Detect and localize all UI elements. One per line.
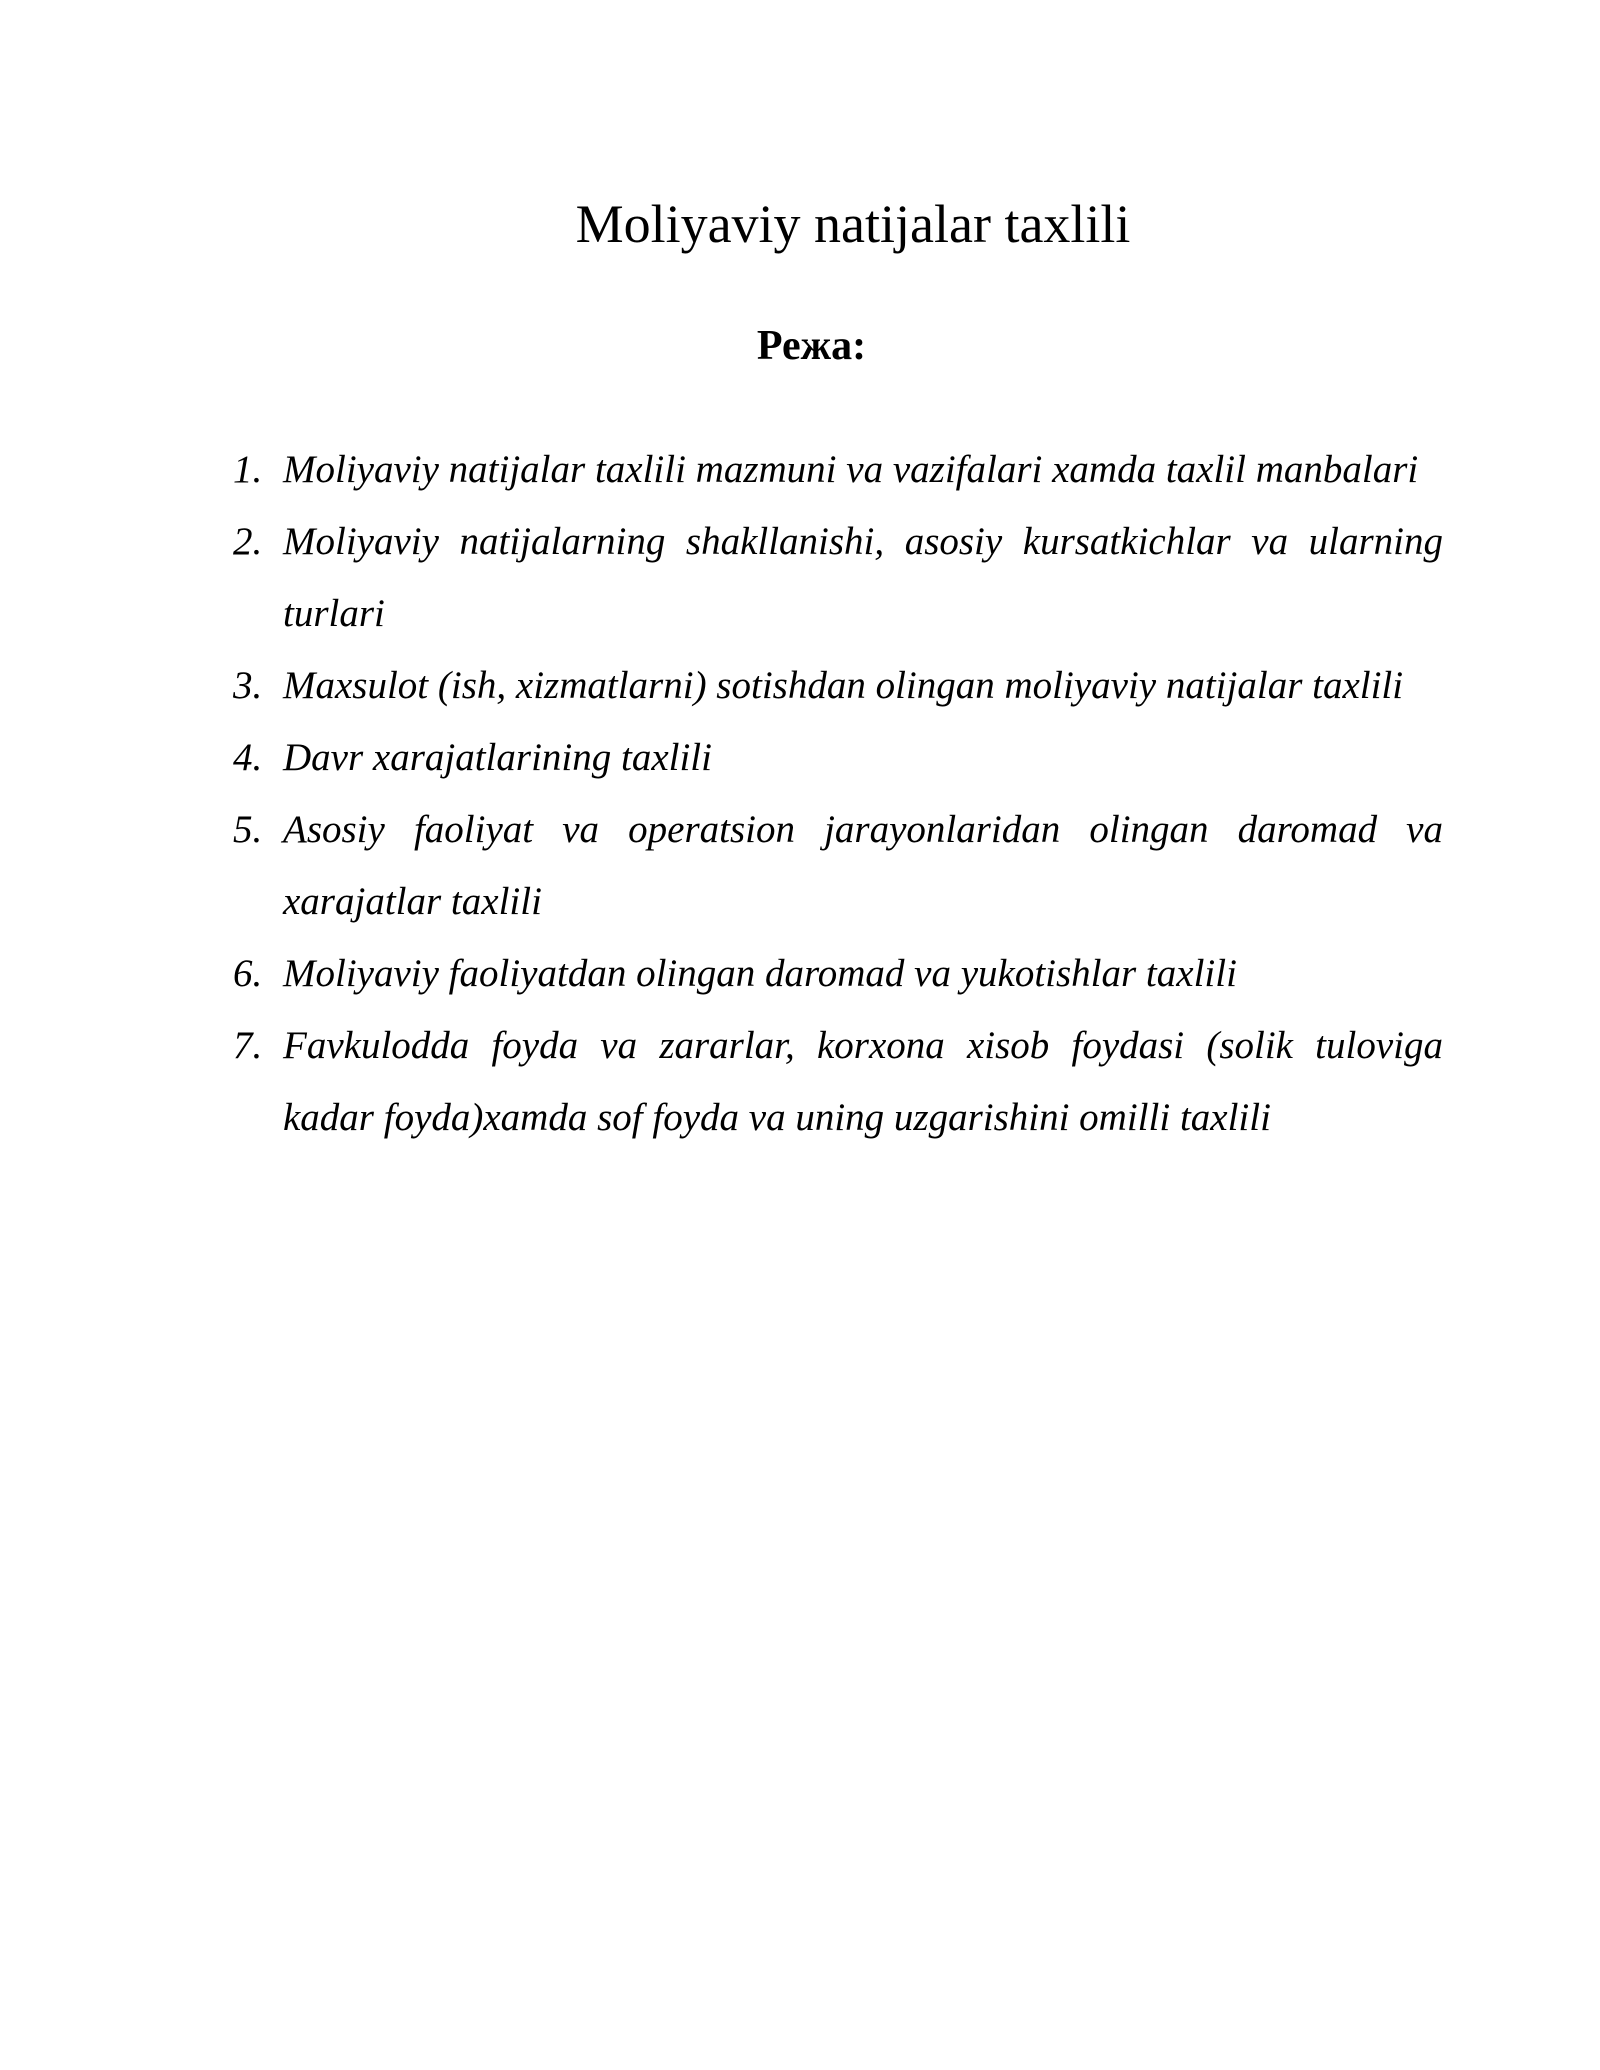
plan-item-5 [233,794,1443,938]
plan-item-number: 6. [233,952,263,995]
plan-item-4 [233,722,1443,794]
plan-item-text: Davr xarajatlarining taxlili [283,736,712,779]
plan-item-text: Moliyaviy natijalar taxlili mazmuni va vazifalari xamda taxlil manbalari [283,448,1419,491]
plan-item-number: 7. [233,1024,263,1067]
plan-item-text: Favkulodda foyda va zararlar, korxona xisob foydasi (solik tuloviga kadar foyda)xamda sof foyda va uning uzgarishini omilli taxlili [283,1024,1443,1139]
plan-item-number: 1. [233,448,263,491]
plan-item-text: Asosiy faoliyat va operatsion jarayonlaridan olingan daromad va xarajatlar taxlili [283,808,1443,923]
plan-list [233,434,1443,1154]
plan-item-number: 5. [233,808,263,851]
plan-item-2 [233,506,1443,650]
plan-item-text: Moliyaviy natijalarning shakllanishi, asosiy kursatkichlar va ularning turlari [283,520,1443,635]
plan-heading: Режа: [756,323,867,369]
plan-item-1 [233,434,1443,506]
plan-item-7 [233,1010,1443,1154]
plan-item-number: 2. [233,520,263,563]
plan-item-text: Moliyaviy faoliyatdan olingan daromad va yukotishlar taxlili [283,952,1237,995]
plan-item-text: Maxsulot (ish, xizmatlarni) sotishdan olingan moliyaviy natijalar taxlili [283,664,1404,707]
plan-item-number: 3. [233,664,263,707]
document-title: Moliyaviy natijalar taxlili [575,194,1131,254]
plan-item-6 [233,938,1443,1010]
plan-item-number: 4. [233,736,263,779]
plan-item-3 [233,650,1443,722]
